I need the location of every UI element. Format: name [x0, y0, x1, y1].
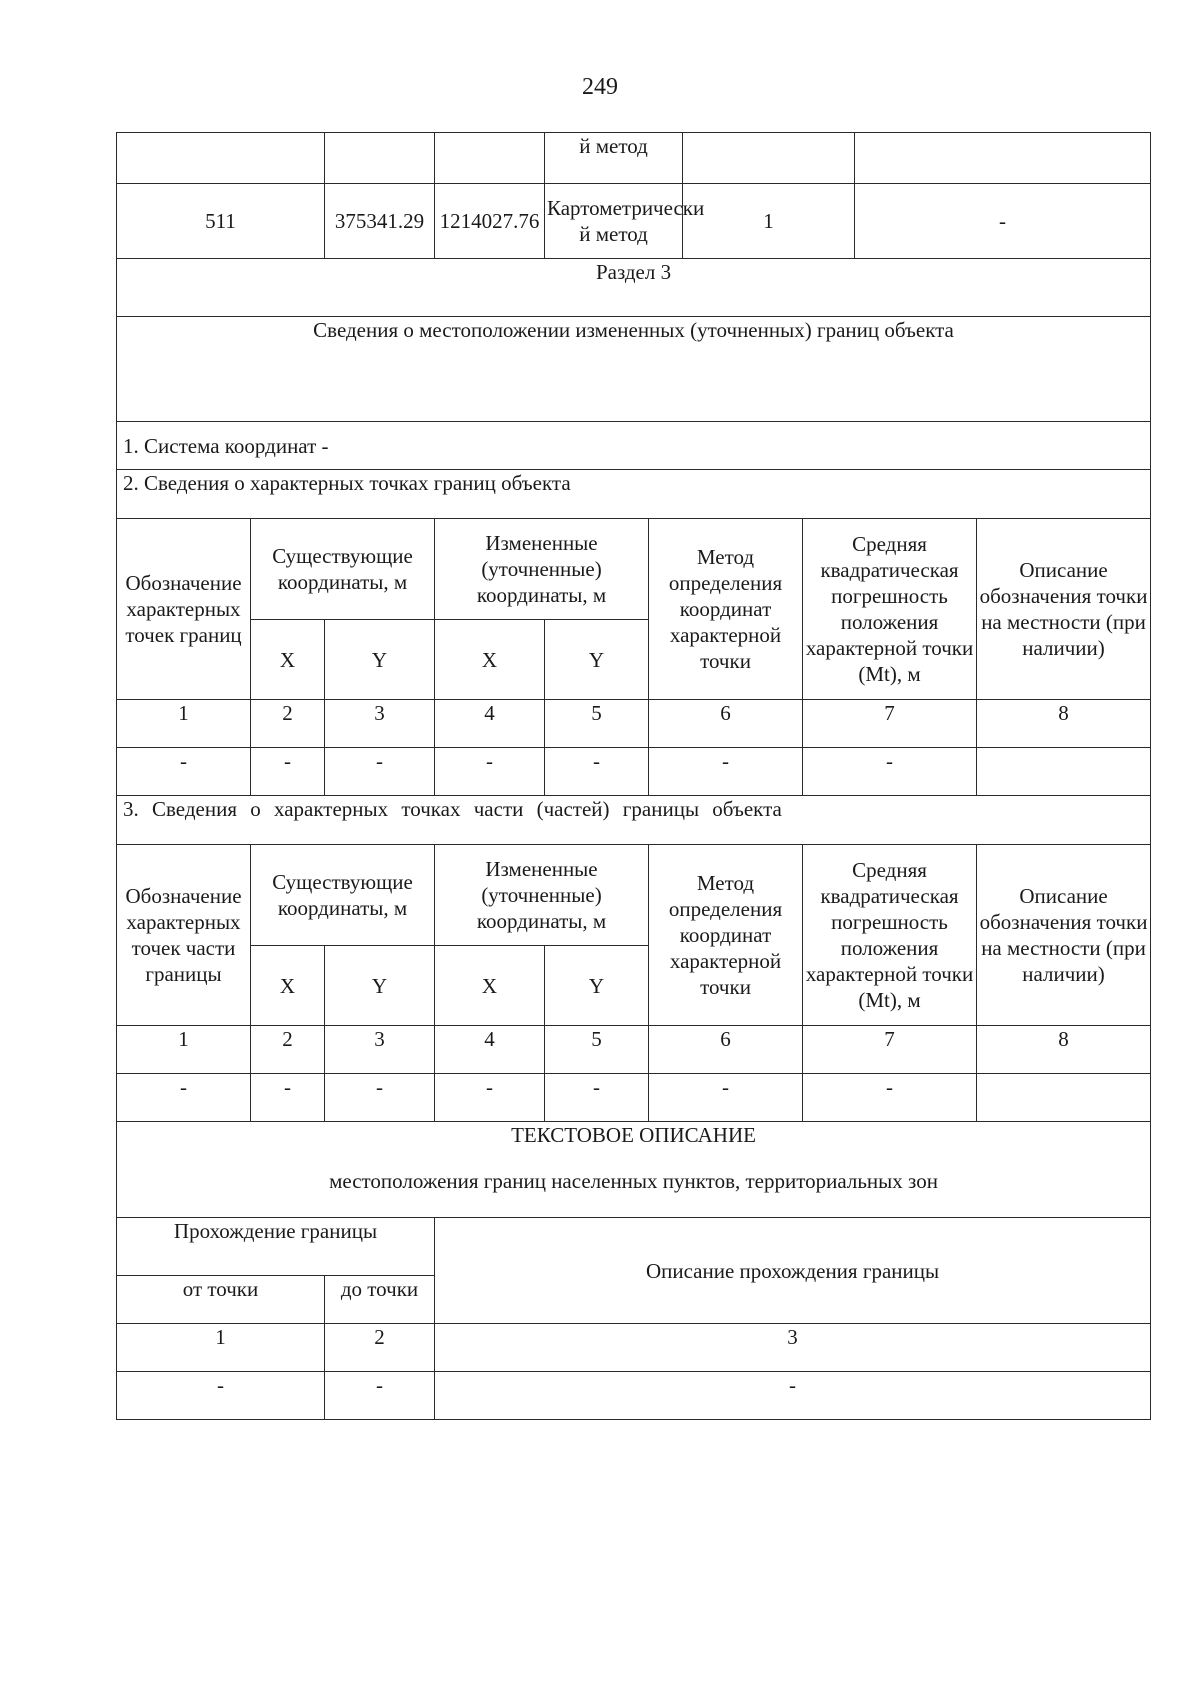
- header-y-changed: Y: [545, 946, 649, 1026]
- text-description-subtitle: местоположения границ населенных пунктов, территориальных зон: [329, 1169, 938, 1193]
- header-description: Описание обозначения точки на местности (при наличии): [977, 519, 1151, 700]
- page-number: 249: [582, 74, 618, 100]
- header-x-existing: X: [251, 620, 325, 700]
- table-cell: [117, 133, 325, 184]
- column-number: 1: [117, 700, 251, 748]
- data-row-511: [117, 184, 1151, 259]
- column-number: 2: [251, 700, 325, 748]
- from-point-header: от точки: [117, 1276, 325, 1324]
- table-cell: -: [435, 1372, 1151, 1420]
- continuation-row: [117, 133, 1151, 184]
- header-designation: Обозначение характерных точек части границы: [117, 845, 251, 1026]
- header-description: Описание обозначения точки на местности (при наличии): [977, 845, 1151, 1026]
- section-subtitle: Сведения о местоположении измененных (уточненных) границ объекта: [117, 317, 1151, 422]
- table-cell: -: [435, 1074, 545, 1122]
- to-point-header: до точки: [325, 1276, 435, 1324]
- table-cell: [977, 1074, 1151, 1122]
- column-number: 4: [435, 1026, 545, 1074]
- column-number: 1: [117, 1026, 251, 1074]
- coord-x: 375341.29: [325, 184, 435, 259]
- column-number: 4: [435, 700, 545, 748]
- text-description-title: ТЕКСТОВОЕ ОПИСАНИЕ: [511, 1123, 756, 1147]
- table-row: [117, 748, 1151, 796]
- block3-heading: 3. Сведения о характерных точках части (частей) границы объекта: [117, 796, 1151, 845]
- table-cell: [435, 133, 545, 184]
- table-cell: -: [117, 1074, 251, 1122]
- header-y-existing: Y: [325, 620, 435, 700]
- column-number: 1: [117, 1324, 325, 1372]
- header-method: Метод определения координат характерной точки: [649, 519, 803, 700]
- text-description-header: [117, 1122, 1151, 1218]
- coord-y: 1214027.76: [435, 184, 545, 259]
- header-designation: Обозначение характерных точек границ: [117, 519, 251, 700]
- table-cell: -: [803, 748, 977, 796]
- header-x-changed: X: [435, 620, 545, 700]
- table-cell: -: [649, 1074, 803, 1122]
- description: -: [855, 184, 1151, 259]
- header-changed: Измененные (уточненные) координаты, м: [435, 845, 649, 946]
- table-cell: -: [325, 1074, 435, 1122]
- column-number: 5: [545, 700, 649, 748]
- table-cell: [977, 748, 1151, 796]
- column-number: 6: [649, 700, 803, 748]
- table-cell: [325, 133, 435, 184]
- table-cell: й метод: [545, 133, 683, 184]
- header-x-changed: X: [435, 946, 545, 1026]
- table-cell: -: [117, 1372, 325, 1420]
- table-row: [117, 1074, 1151, 1122]
- table-cell: -: [251, 748, 325, 796]
- header-existing: Существующие координаты, м: [251, 845, 435, 946]
- passage-header: Прохождение границы: [117, 1218, 435, 1276]
- column-numbers-row: [117, 1324, 1151, 1372]
- boundary-table: [116, 132, 1151, 1420]
- column-number: 2: [325, 1324, 435, 1372]
- table-cell: -: [545, 748, 649, 796]
- table-cell: -: [803, 1074, 977, 1122]
- table-cell: -: [251, 1074, 325, 1122]
- header-method: Метод определения координат характерной точки: [649, 845, 803, 1026]
- column-number: 7: [803, 1026, 977, 1074]
- header-changed: Измененные (уточненные) координаты, м: [435, 519, 649, 620]
- column-number: 8: [977, 1026, 1151, 1074]
- column-number: 3: [435, 1324, 1151, 1372]
- column-number: 6: [649, 1026, 803, 1074]
- header-existing: Существующие координаты, м: [251, 519, 435, 620]
- table-cell: -: [117, 748, 251, 796]
- table-cell: [683, 133, 855, 184]
- column-number: 3: [325, 700, 435, 748]
- column-number: 8: [977, 700, 1151, 748]
- section-title: Раздел 3: [117, 259, 1151, 317]
- column-number: 2: [251, 1026, 325, 1074]
- column-number: 7: [803, 700, 977, 748]
- table-row: [117, 1372, 1151, 1420]
- table-cell: -: [649, 748, 803, 796]
- column-number: 5: [545, 1026, 649, 1074]
- table-cell: -: [435, 748, 545, 796]
- column-numbers-row: [117, 1026, 1151, 1074]
- header-y-changed: Y: [545, 620, 649, 700]
- header-x-existing: X: [251, 946, 325, 1026]
- table-cell: -: [325, 1372, 435, 1420]
- block2-heading: 2. Сведения о характерных точках границ объекта: [117, 470, 1151, 519]
- method: Картометрически й метод: [545, 184, 683, 259]
- passage-description-header: Описание прохождения границы: [435, 1218, 1151, 1324]
- point-number: 511: [117, 184, 325, 259]
- table-cell: -: [325, 748, 435, 796]
- header-error: Средняя квадратическая погрешность положения характерной точки (Mt), м: [803, 845, 977, 1026]
- column-numbers-row: [117, 700, 1151, 748]
- table-cell: -: [545, 1074, 649, 1122]
- table-cell: [855, 133, 1151, 184]
- error-value: 1: [683, 184, 855, 259]
- coordinate-system: 1. Система координат -: [117, 422, 1151, 470]
- column-number: 3: [325, 1026, 435, 1074]
- header-y-existing: Y: [325, 946, 435, 1026]
- header-error: Средняя квадратическая погрешность положения характерной точки (Mt), м: [803, 519, 977, 700]
